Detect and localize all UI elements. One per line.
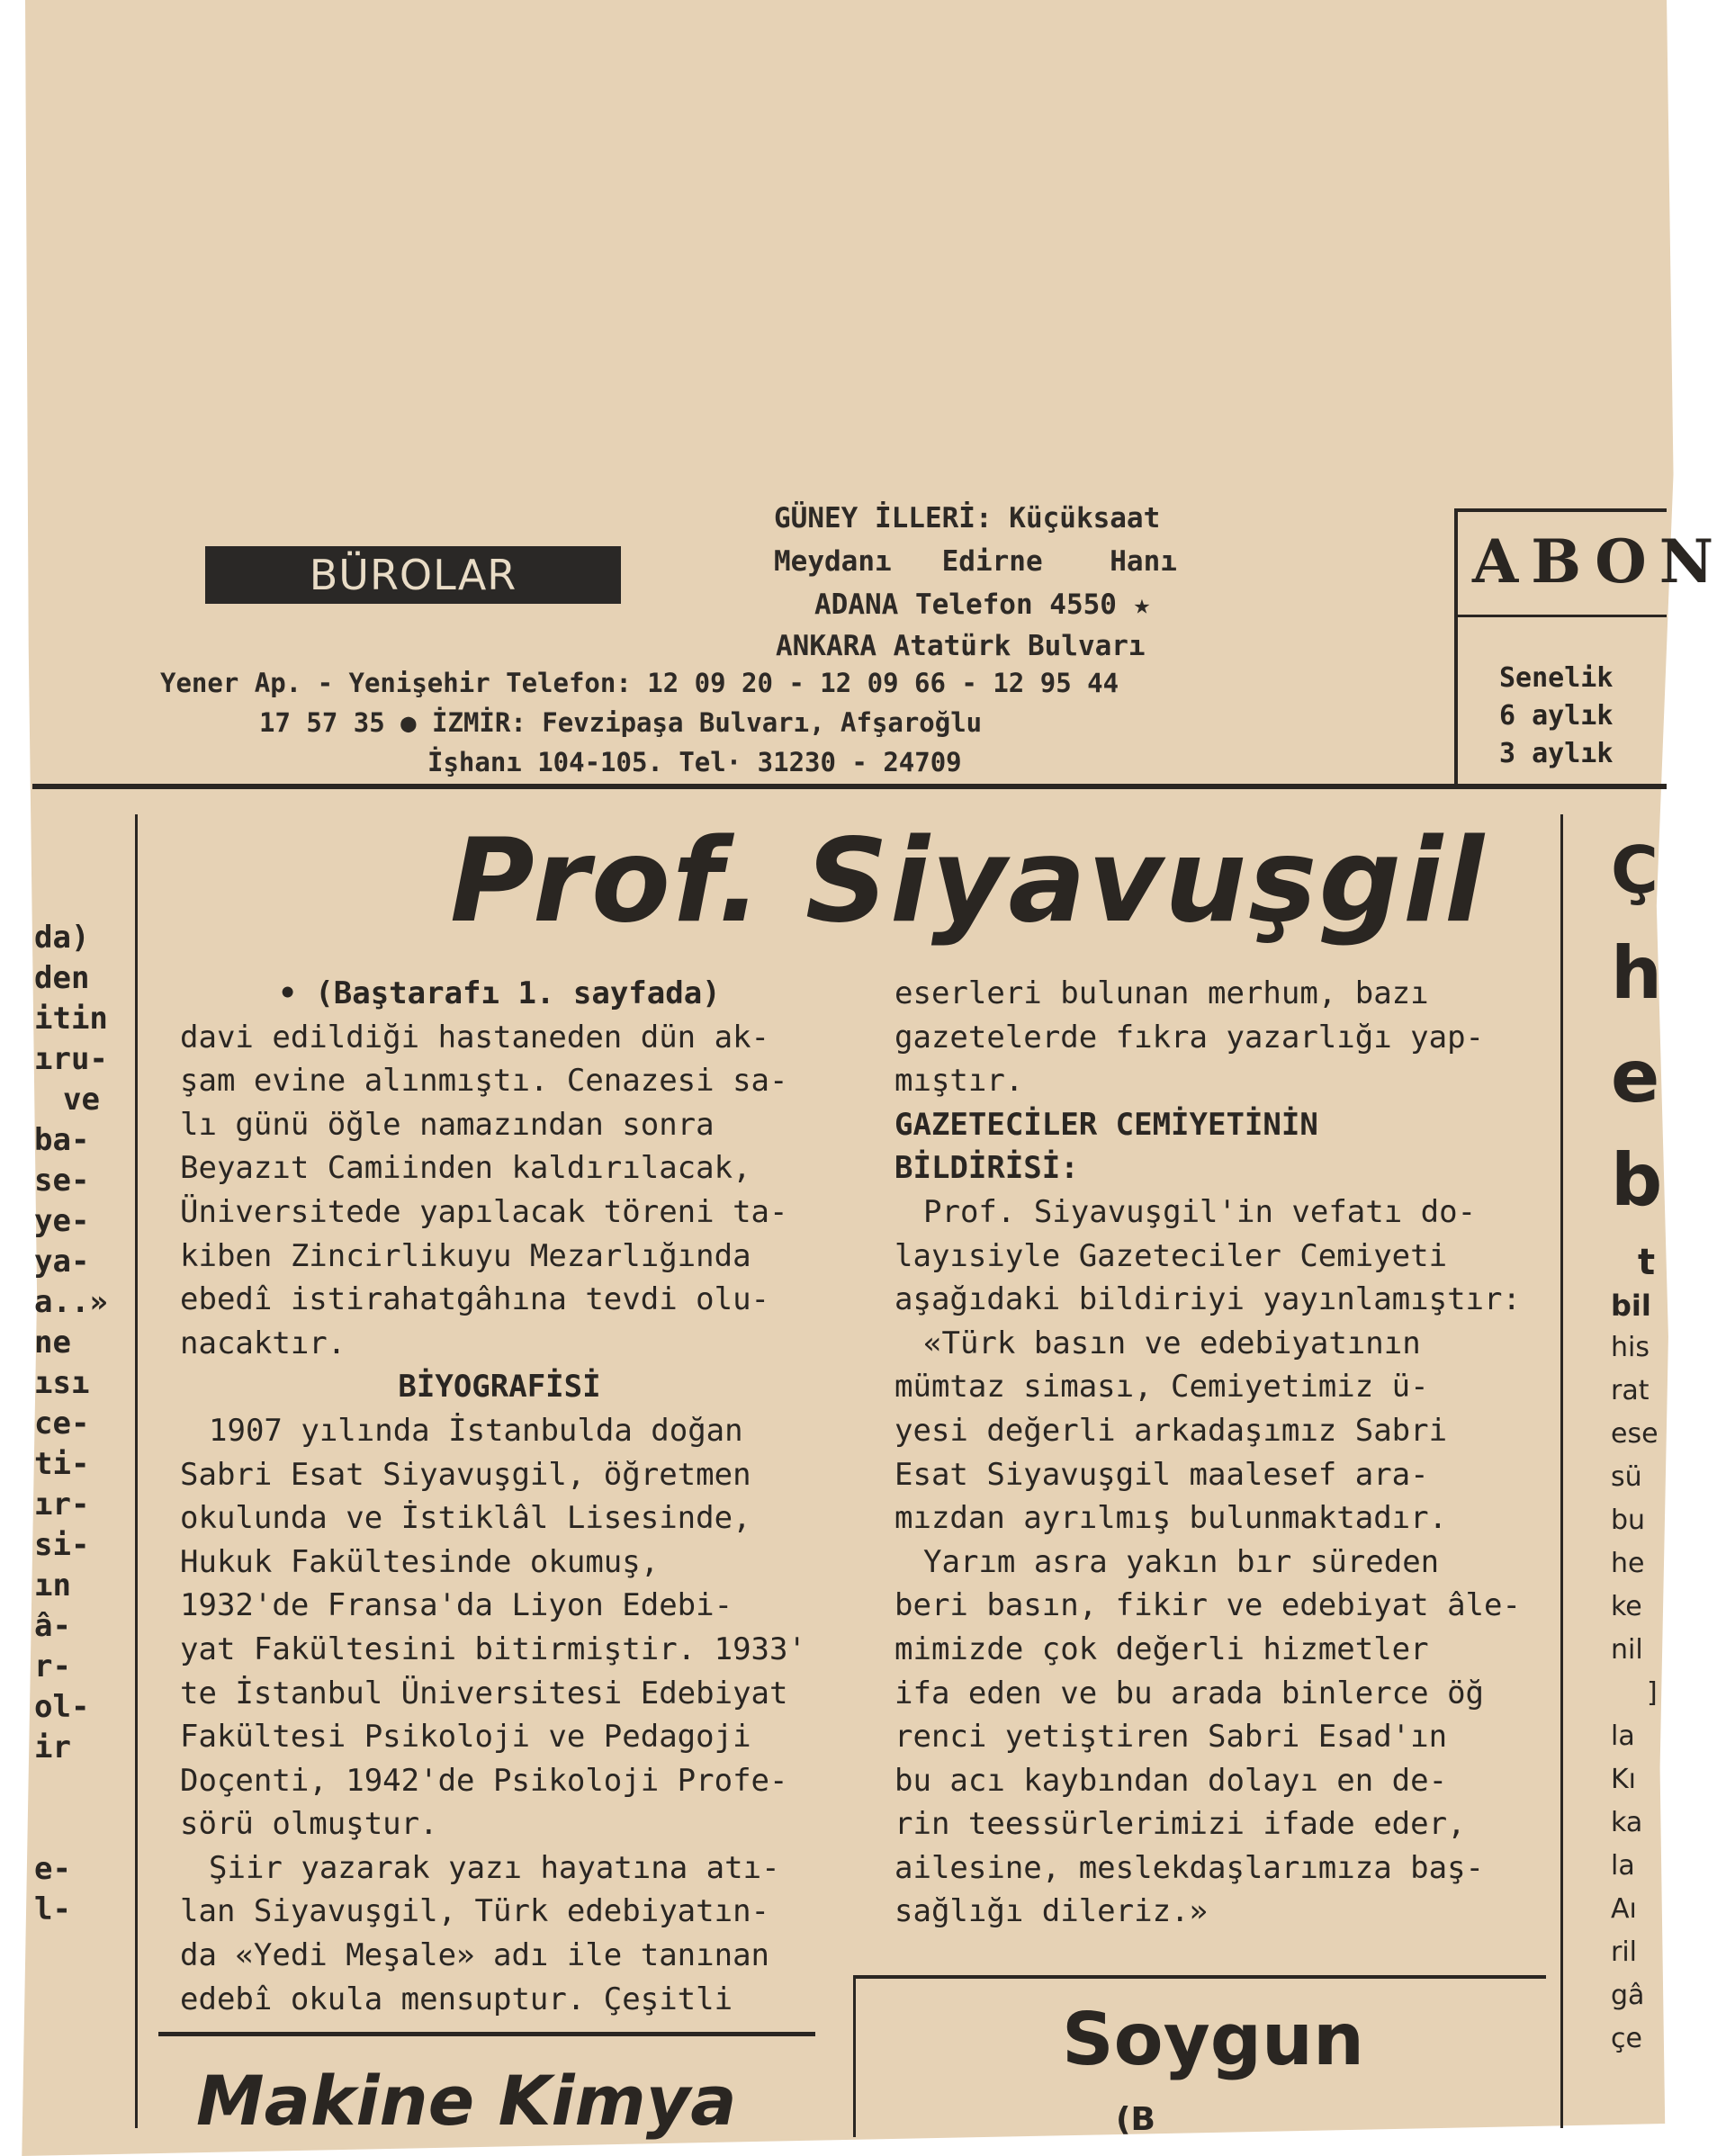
- article-line: Fakültesi Psikoloji ve Pedagoji: [180, 1719, 751, 1756]
- edge-fragment: ol-: [34, 1689, 90, 1725]
- offices-line: GÜNEY İLLERİ: Küçüksaat: [774, 502, 1161, 535]
- edge-fragment: â-: [34, 1608, 71, 1644]
- masthead-bottom-rule: [32, 784, 1667, 789]
- offices-line: ADANA Telefon 4550 ★: [814, 588, 1151, 621]
- edge-fragment: ir: [34, 1729, 71, 1765]
- article-line: nacaktır.: [180, 1325, 346, 1361]
- article-line: aşağıdaki bildiriyi yayınlamıştır:: [894, 1281, 1521, 1318]
- edge-fragment: ti-: [34, 1446, 90, 1482]
- article-line: eserleri bulunan merhum, bazı: [894, 975, 1429, 1011]
- edge-fragment: ısı: [34, 1365, 90, 1401]
- edge-fragment: ne: [34, 1325, 71, 1361]
- article-line: 1932'de Fransa'da Liyon Edebi-: [180, 1587, 733, 1624]
- right-edge-fragment: ka: [1611, 1807, 1643, 1838]
- continuation-note: • (Baştarafı 1. sayfada): [278, 975, 721, 1011]
- bottom-headline-right: Soygun: [1062, 1998, 1364, 2081]
- article-column-2: [894, 972, 1535, 1934]
- right-edge-fragment: ese: [1611, 1418, 1659, 1450]
- subheading-press-association: BİLDİRİSİ:: [894, 1150, 1079, 1187]
- article-column-1: [180, 972, 819, 2021]
- offices-line: İşhanı 104-105. Tel· 31230 - 24709: [427, 747, 962, 777]
- edge-fragment: si-: [34, 1527, 90, 1563]
- right-edge-fragment: he: [1611, 1548, 1645, 1579]
- edge-fragment: itin: [34, 1001, 108, 1037]
- right-edge-fragment: sü: [1611, 1461, 1642, 1493]
- right-edge-fragment: nil: [1611, 1634, 1643, 1666]
- right-edge-fragment: bu: [1611, 1505, 1646, 1536]
- right-edge-fragment: his: [1611, 1332, 1650, 1363]
- article-line: okulunda ve İstiklâl Lisesinde,: [180, 1500, 751, 1537]
- subscription-item: 3 aylık: [1499, 738, 1614, 769]
- right-edge-fragment: çe: [1611, 2023, 1642, 2054]
- article-line: Esat Siyavuşgil maalesef ara-: [894, 1456, 1429, 1493]
- article-line: mızdan ayrılmış bulunmaktadır.: [894, 1500, 1448, 1537]
- right-edge-fragment: rat: [1611, 1375, 1650, 1406]
- article-line: mimizde çok değerli hizmetler: [894, 1630, 1429, 1667]
- column-rule-right: [1560, 814, 1563, 2128]
- edge-fragment: ıru-: [34, 1041, 108, 1077]
- subheading-press-association: GAZETECİLER CEMİYETİNİN: [894, 1106, 1318, 1143]
- article-line: te İstanbul Üniversitesi Edebiyat: [180, 1675, 788, 1711]
- edge-fragment: l-: [34, 1891, 71, 1927]
- article-line: ifa eden ve bu arada binlerce öğ: [894, 1675, 1485, 1711]
- edge-fragment: da): [34, 920, 90, 956]
- subscription-box-left-rule: [1454, 508, 1458, 784]
- article-line: «Türk basın ve edebiyatının: [923, 1325, 1421, 1361]
- subscription-item: 6 aylık: [1499, 700, 1614, 732]
- article-line: bu acı kaybından dolayı en de-: [894, 1762, 1448, 1799]
- right-edge-fragment: h: [1611, 931, 1662, 1015]
- right-edge-fragment: la: [1611, 1850, 1635, 1882]
- edge-fragment: ın: [34, 1568, 71, 1604]
- article-line: Beyazıt Camiinden kaldırılacak,: [180, 1150, 751, 1187]
- edge-fragment: r-: [34, 1648, 71, 1684]
- article-line: Üniversitede yapılacak töreni ta-: [180, 1193, 788, 1230]
- subscription-item: Senelik: [1499, 662, 1614, 694]
- bottom-left-rule: [158, 2032, 815, 2036]
- article-line: renci yetiştiren Sabri Esad'ın: [894, 1719, 1448, 1756]
- article-line: layısiyle Gazeteciler Cemiyeti: [894, 1237, 1448, 1274]
- right-edge-fragment: e: [1611, 1035, 1660, 1118]
- edge-fragment: a..»: [34, 1284, 108, 1320]
- right-edge-fragment: b: [1611, 1138, 1663, 1222]
- subheading-biography: BİYOGRAFİSİ: [398, 1369, 601, 1406]
- edge-fragment: se-: [34, 1163, 90, 1199]
- article-line: sağlığı dileriz.»: [894, 1893, 1208, 1930]
- section-badge: BÜROLAR: [205, 546, 621, 604]
- article-line: beri basın, fikir ve edebiyat âle-: [894, 1587, 1521, 1624]
- edge-fragment: ır-: [34, 1487, 90, 1523]
- offices-line: Meydanı Edirne Hanı: [774, 545, 1177, 578]
- article-line: sörü olmuştur.: [180, 1806, 438, 1843]
- article-line: Yarım asra yakın bır süreden: [923, 1543, 1440, 1580]
- right-edge-fragment: gâ: [1611, 1980, 1645, 2011]
- bottom-right-box-left-rule: [853, 1975, 856, 2137]
- article-line: yat Fakültesini bitirmiştir. 1933': [180, 1630, 806, 1667]
- offices-line: Yener Ap. - Yenişehir Telefon: 12 09 20 - 12 09 66 - 12 95 44: [160, 668, 1119, 698]
- edge-fragment: ce-: [34, 1406, 90, 1442]
- article-line: şam evine alınmıştı. Cenazesi sa-: [180, 1063, 788, 1100]
- edge-fragment: den: [34, 960, 90, 996]
- article-line: ebedî istirahatgâhına tevdi olu-: [180, 1281, 770, 1318]
- article-line: davi edildiği hastaneden dün ak-: [180, 1019, 770, 1056]
- offices-line: 17 57 35 ● İZMİR: Fevzipaşa Bulvarı, Afşaroğlu: [259, 707, 983, 738]
- subscription-box-mid-rule: [1454, 615, 1667, 617]
- offices-line: ANKARA Atatürk Bulvarı: [776, 630, 1146, 662]
- article-line: Hukuk Fakültesinde okumuş,: [180, 1543, 660, 1580]
- article-line: Şiir yazarak yazı hayatına atı-: [209, 1849, 780, 1886]
- article-line: lan Siyavuşgil, Türk edebiyatın-: [180, 1893, 770, 1930]
- subscription-box-top-rule: [1454, 508, 1667, 512]
- column-rule-left: [135, 814, 138, 2128]
- right-edge-fragment: la: [1611, 1720, 1635, 1752]
- edge-fragment: ba-: [34, 1122, 90, 1158]
- article-line: ailesine, meslekdaşlarımıza baş-: [894, 1849, 1485, 1886]
- subscription-title: ABON: [1472, 526, 1726, 597]
- article-line: mümtaz siması, Cemiyetimiz ü-: [894, 1369, 1429, 1406]
- article-line: Prof. Siyavuşgil'in vefatı do-: [923, 1193, 1477, 1230]
- bottom-subline-right: (B: [1116, 2101, 1155, 2138]
- article-line: da «Yedi Meşale» adı ile tanınan: [180, 1937, 770, 1974]
- edge-fragment: ve: [63, 1082, 100, 1118]
- article-line: gazetelerde fıkra yazarlığı yap-: [894, 1019, 1485, 1056]
- article-line: rin teessürlerimizi ifade eder,: [894, 1806, 1466, 1843]
- article-line: 1907 yılında İstanbulda doğan: [209, 1412, 743, 1449]
- edge-fragment: ya-: [34, 1244, 90, 1280]
- right-edge-fragment: ]: [1647, 1677, 1658, 1709]
- edge-fragment: ye-: [34, 1203, 90, 1239]
- bottom-headline-left: Makine Kimya: [196, 2061, 737, 2141]
- show-through-ghost-1: [54, 540, 135, 780]
- right-edge-fragment: Kı: [1611, 1764, 1637, 1795]
- article-line: Sabri Esat Siyavuşgil, öğretmen: [180, 1456, 751, 1493]
- right-edge-fragment: bil: [1611, 1289, 1651, 1323]
- article-line: Doçenti, 1942'de Psikoloji Profe-: [180, 1762, 788, 1799]
- right-edge-fragment: ke: [1611, 1591, 1642, 1622]
- right-edge-fragment: Ç: [1611, 832, 1659, 908]
- bottom-right-box-top-rule: [853, 1975, 1546, 1979]
- article-line: mıştır.: [894, 1063, 1024, 1100]
- article-line: lı günü öğle namazından sonra: [180, 1106, 715, 1143]
- article-line: edebî okula mensuptur. Çeşitli: [180, 1981, 733, 2017]
- edge-fragment: e-: [34, 1851, 71, 1887]
- right-edge-fragment: Aı: [1611, 1893, 1637, 1925]
- right-edge-fragment: t: [1638, 1242, 1656, 1283]
- article-line: kiben Zincirlikuyu Mezarlığında: [180, 1237, 751, 1274]
- right-edge-fragment: ril: [1611, 1936, 1638, 1968]
- left-edge-fragments: [34, 918, 108, 1930]
- article-line: yesi değerli arkadaşımız Sabri: [894, 1412, 1448, 1449]
- article-headline: Prof. Siyavuşgil: [450, 814, 1486, 948]
